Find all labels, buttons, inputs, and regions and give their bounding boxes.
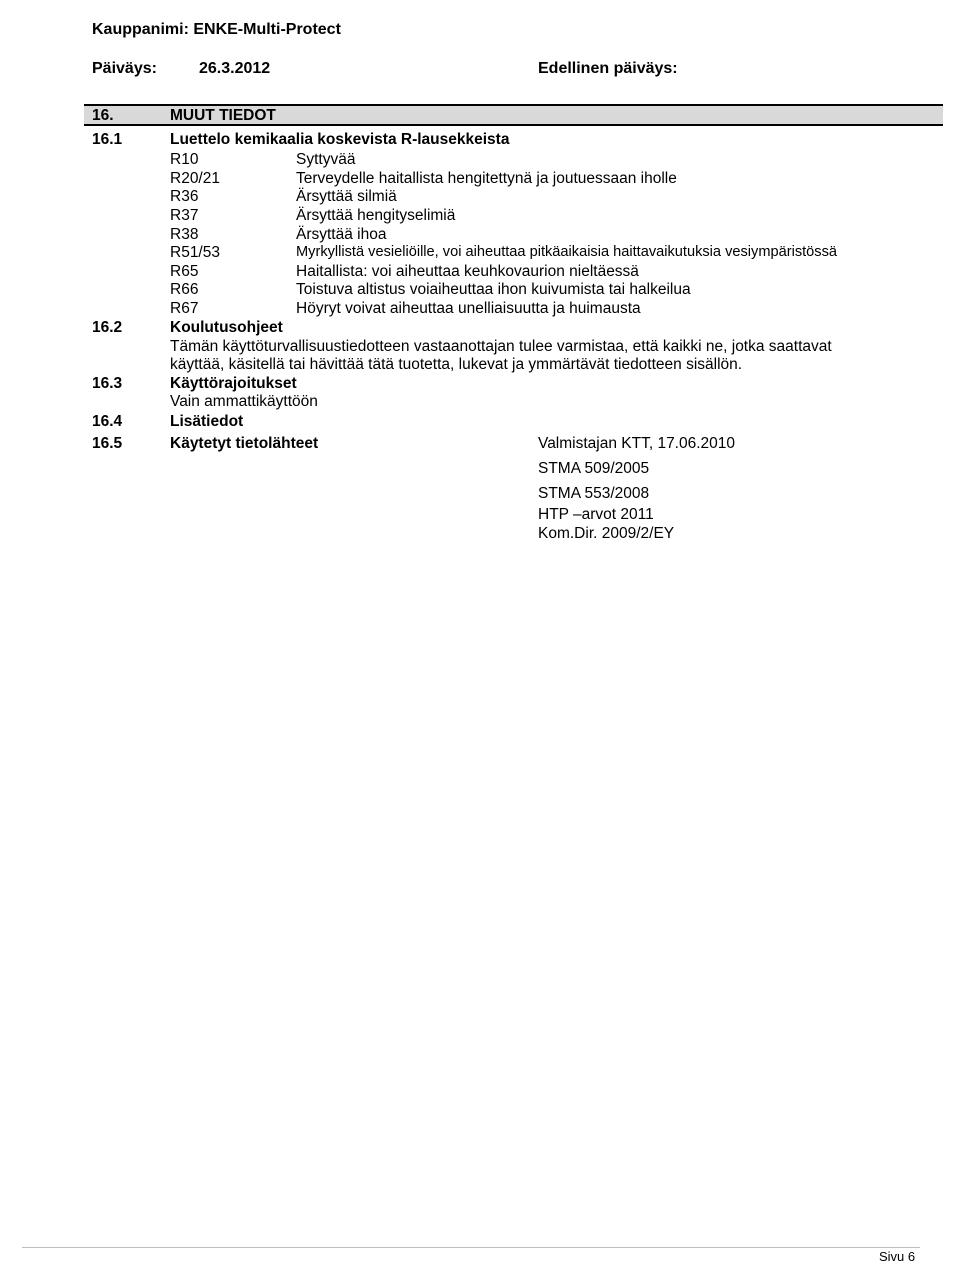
r-phrase-code: R36 — [170, 188, 199, 205]
training-text-line-2: käyttää, käsitellä tai hävittää tätä tuotetta, lukevat ja ymmärtävät tiedotteen sisällön. — [170, 356, 743, 373]
r-phrase-code: R10 — [170, 151, 199, 168]
source-item: STMA 553/2008 — [538, 485, 650, 502]
source-item: STMA 509/2005 — [538, 460, 650, 477]
source-item: Valmistajan KTT, 17.06.2010 — [538, 435, 736, 452]
footer-divider — [22, 1247, 920, 1248]
r-phrase-text: Ärsyttää ihoa — [296, 226, 387, 243]
subsection-title-16-5: Käytetyt tietolähteet — [170, 435, 319, 452]
subsection-title-16-3: Käyttörajoitukset — [170, 375, 297, 392]
training-text-line-1: Tämän käyttöturvallisuustiedotteen vastaanottajan tulee varmistaa, että kaikki ne, jotka saattavat — [170, 338, 832, 355]
r-phrase-code: R65 — [170, 263, 199, 280]
section-title: MUUT TIEDOT — [170, 107, 276, 124]
subsection-number-16-4: 16.4 — [92, 413, 123, 430]
source-item: HTP –arvot 2011 — [538, 506, 654, 523]
subsection-number-16-2: 16.2 — [92, 319, 123, 336]
r-phrase-text: Höyryt voivat aiheuttaa unelliaisuutta ja huimausta — [296, 300, 641, 317]
subsection-title-16-2: Koulutusohjeet — [170, 319, 283, 336]
r-phrase-text: Ärsyttää hengityselimiä — [296, 207, 456, 224]
subsection-number-16-1: 16.1 — [92, 131, 123, 148]
r-phrase-text: Ärsyttää silmiä — [296, 188, 397, 205]
r-phrase-text: Haitallista: voi aiheuttaa keuhkovaurion nieltäessä — [296, 263, 639, 280]
previous-date-label: Edellinen päiväys: — [538, 60, 678, 77]
r-phrase-code: R51/53 — [170, 244, 220, 261]
r-phrase-code: R67 — [170, 300, 199, 317]
date-label: Päiväys: — [92, 60, 157, 77]
subsection-title-16-4: Lisätiedot — [170, 413, 244, 430]
use-restriction-text: Vain ammattikäyttöön — [170, 393, 318, 410]
r-phrase-code: R37 — [170, 207, 199, 224]
r-phrase-code: R38 — [170, 226, 199, 243]
subsection-title-16-1: Luettelo kemikaalia koskevista R-lausekkeista — [170, 131, 510, 148]
source-item: Kom.Dir. 2009/2/EY — [538, 525, 675, 542]
r-phrase-code: R66 — [170, 281, 199, 298]
r-phrase-code: R20/21 — [170, 170, 220, 187]
subsection-number-16-3: 16.3 — [92, 375, 123, 392]
r-phrase-text: Myrkyllistä vesieliöille, voi aiheuttaa pitkäaikaisia haittavaikutuksia vesiympäristössä — [296, 244, 838, 260]
date-value: 26.3.2012 — [199, 60, 271, 77]
r-phrase-text: Syttyvää — [296, 151, 356, 168]
section-number: 16. — [92, 107, 114, 124]
page-number: Sivu 6 — [879, 1249, 916, 1264]
r-phrase-text: Toistuva altistus voiaiheuttaa ihon kuivumista tai halkeilua — [296, 281, 691, 298]
subsection-number-16-5: 16.5 — [92, 435, 123, 452]
r-phrase-text: Terveydelle haitallista hengitettynä ja joutuessaan iholle — [296, 170, 677, 187]
company-name: Kauppanimi: ENKE-Multi-Protect — [92, 21, 341, 38]
